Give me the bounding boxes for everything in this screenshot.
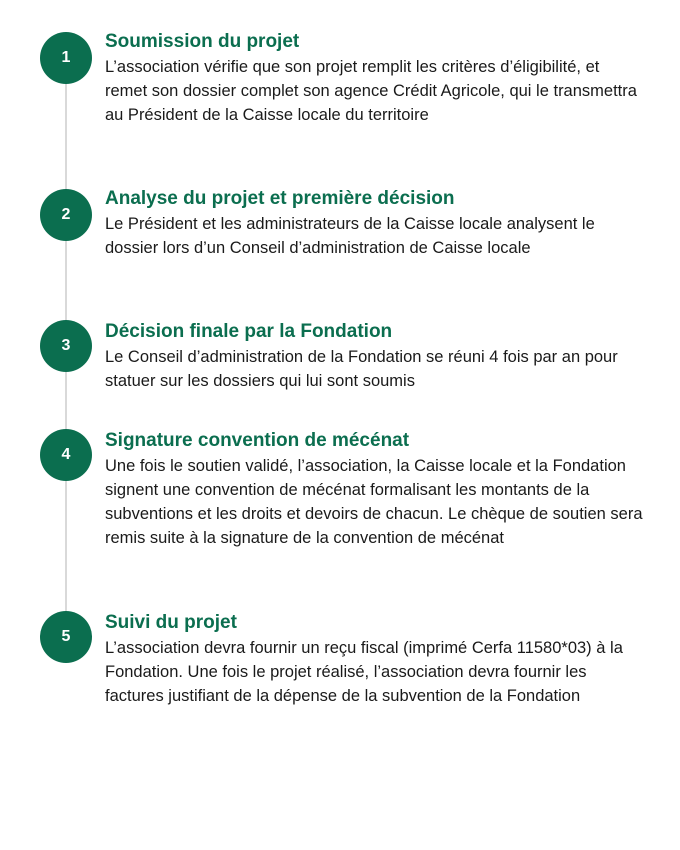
step-content [105,320,645,393]
step-number-badge: 4 [40,429,92,481]
step-title: Soumission du projet [105,31,300,52]
step-number-badge: 2 [40,189,92,241]
step-description: L’association devra fournir un reçu fiscal (imprimé Cerfa 11580*03) à la Fondation. Une fois le projet réalisé, l’association devra fournir les factures justifiant de la dépense de la subvention de la Fondation [105,639,623,705]
step-description: Une fois le soutien validé, l’association, la Caisse locale et la Fondation signent une convention de mécénat formalisant les montants de la subventions et les droits et devoirs de chacun. Le chèque de soutien sera remis suite à la signature de la convention de mécénat [105,457,643,547]
step-description: L’association vérifie que son projet remplit les critères d’éligibilité, et remet son dossier complet son agence Crédit Agricole, qui le transmettra au Président de la Caisse locale du territoire [105,58,637,124]
step-content [105,611,645,708]
step-content [105,429,645,550]
step-description: Le Conseil d’administration de la Fondation se réuni 4 fois par an pour statuer sur les dossiers qui lui sont soumis [105,348,618,390]
step-content [105,30,645,127]
step-title: Suivi du projet [105,612,237,633]
step-number-badge: 3 [40,320,92,372]
step-number-badge: 1 [40,32,92,84]
step-content [105,187,645,260]
step-description: Le Président et les administrateurs de la Caisse locale analysent le dossier lors d’un Conseil d’administration de Caisse locale [105,215,595,257]
step-title: Signature convention de mécénat [105,430,410,451]
step-number-badge: 5 [40,611,92,663]
step-title: Décision finale par la Fondation [105,321,393,342]
step-title: Analyse du projet et première décision [105,188,455,209]
